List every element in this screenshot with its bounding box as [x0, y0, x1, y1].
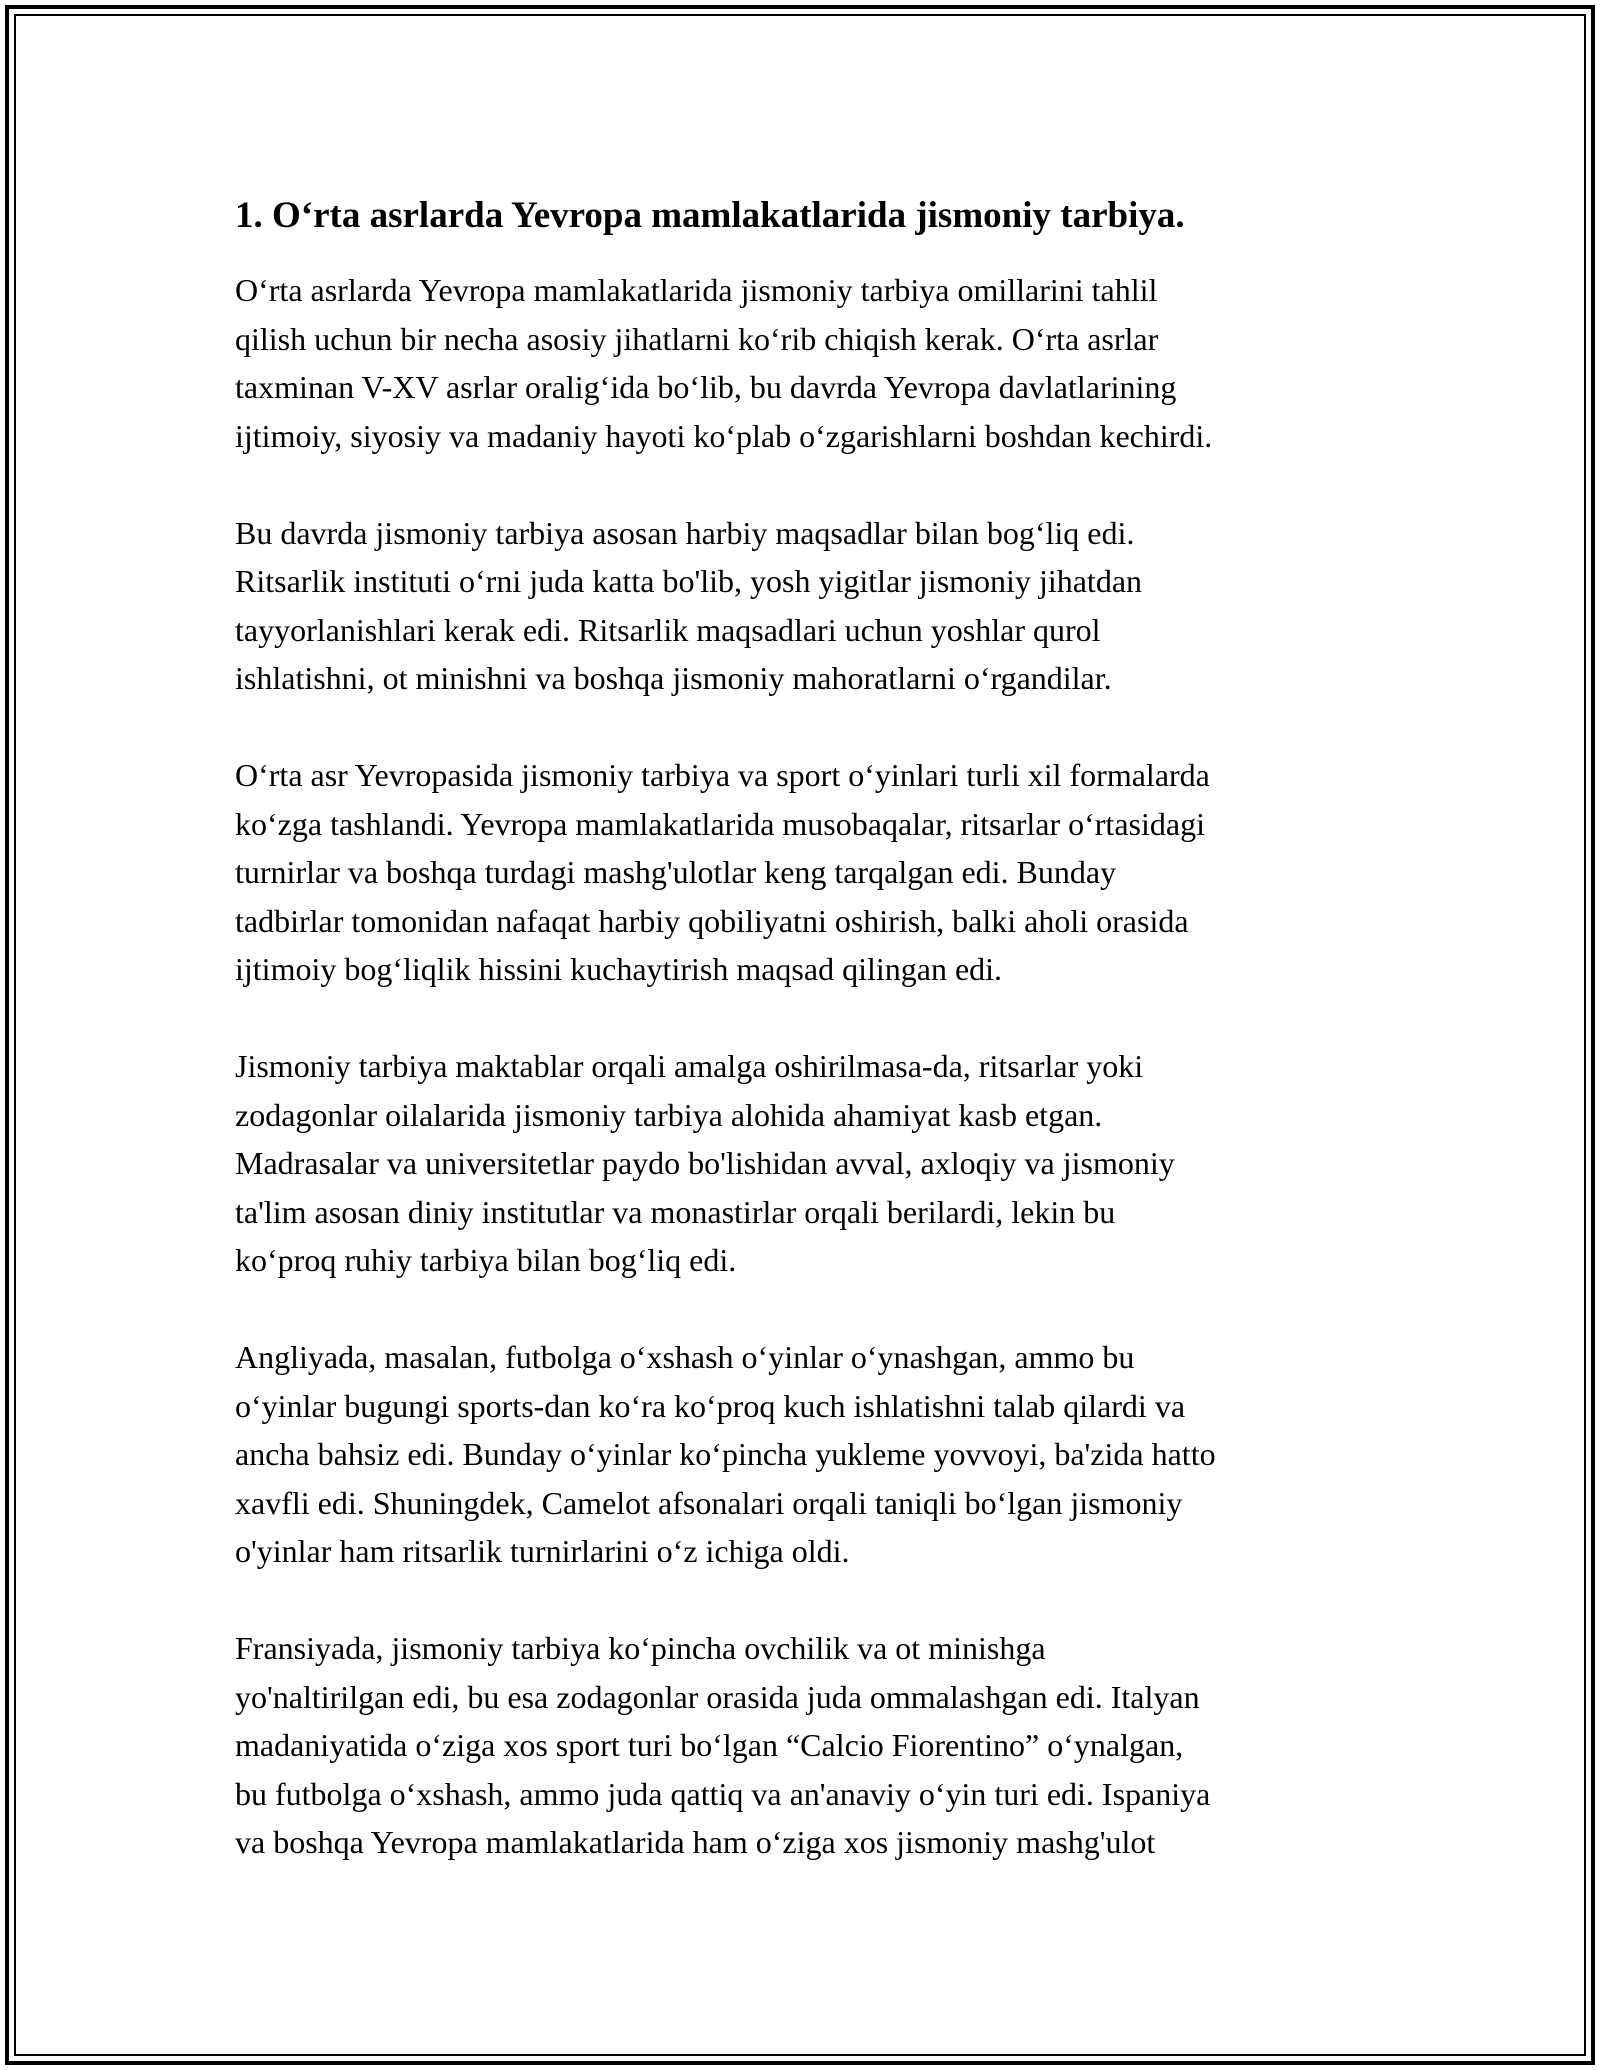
text-line: turnirlar va boshqa turdagi mashg'ulotlar keng tarqalgan edi. Bunday [235, 854, 1117, 890]
text-line: Bu davrda jismoniy tarbiya asosan harbiy maqsadlar bilan bog‘liq edi. [235, 514, 1135, 551]
text-line: tayyorlanishlari kerak edi. Ritsarlik maqsadlari uchun yoshlar qurol [235, 611, 1101, 648]
text-line: ko‘zga tashlandi. Yevropa mamlakatlarida musobaqalar, ritsarlar o‘rtasidagi [235, 805, 1205, 842]
paragraph-1 [235, 266, 1375, 460]
text-line: xavfli edi. Shuningdek, Camelot afsonalari orqali taniqli bo‘lgan jismoniy [235, 1484, 1183, 1521]
text-line: ta'lim asosan diniy institutlar va monastirlar orqali berilardi, lekin bu [235, 1193, 1116, 1230]
text-line: madaniyatida o‘ziga xos sport turi bo‘lgan “Calcio Fiorentino” o‘ynalgan, [235, 1727, 1184, 1763]
text-line: Ritsarlik instituti o‘rni juda katta bo'lib, yosh yigitlar jismoniy jihatdan [235, 563, 1143, 599]
text-line: va boshqa Yevropa mamlakatlarida ham o‘ziga xos jismoniy mashg'ulot [235, 1824, 1156, 1860]
text-line: qilish uchun bir necha asosiy jihatlarni ko‘rib chiqish kerak. O‘rta asrlar [235, 320, 1159, 357]
paragraph-5 [235, 1333, 1375, 1576]
paragraph-4 [235, 1042, 1375, 1285]
text-line: tadbirlar tomonidan nafaqat harbiy qobiliyatni oshirish, balki aholi orasida [235, 902, 1189, 939]
text-line: ijtimoiy, siyosiy va madaniy hayoti ko‘plab o‘zgarishlarni boshdan kechirdi. [235, 417, 1213, 454]
paragraph-2 [235, 509, 1375, 703]
text-line: taxminan V-XV asrlar oralig‘ida bo‘lib, bu davrda Yevropa davlatlarining [235, 369, 1177, 405]
text-line: Fransiyada, jismoniy tarbiya ko‘pincha ovchilik va ot minishga [235, 1630, 1046, 1666]
text-line: bu futbolga o‘xshash, ammo juda qattiq va an'anaviy o‘yin turi edi. Ispaniya [235, 1775, 1211, 1812]
text-line: Jismoniy tarbiya maktablar orqali amalga oshirilmasa-da, ritsarlar yoki [235, 1048, 1144, 1084]
text-line: Madrasalar va universitetlar paydo bo'lishidan avval, axloqiy va jismoniy [235, 1145, 1175, 1181]
text-line: ishlatishni, ot minishni va boshqa jismoniy mahoratlarni o‘rgandilar. [235, 660, 1112, 696]
text-line: yo'naltirilgan edi, bu esa zodagonlar orasida juda ommalashgan edi. Italyan [235, 1678, 1200, 1715]
text-line: ancha bahsiz edi. Bunday o‘yinlar ko‘pincha yukleme yovvoyi, ba'zida hatto [235, 1436, 1216, 1472]
text-line: o'yinlar ham ritsarlik turnirlarini o‘z ichiga oldi. [235, 1533, 850, 1569]
section-heading: 1. O‘rta asrlarda Yevropa mamlakatlarida jismoniy tarbiya. [235, 195, 1185, 236]
text-line: O‘rta asrlarda Yevropa mamlakatlarida jismoniy tarbiya omillarini tahlil [235, 272, 1158, 308]
paragraph-6 [235, 1624, 1375, 1867]
text-line: ijtimoiy bog‘liqlik hissini kuchaytirish maqsad qilingan edi. [235, 951, 1003, 987]
text-line: zodagonlar oilalarida jismoniy tarbiya alohida ahamiyat kasb etgan. [235, 1096, 1103, 1133]
text-line: Angliyada, masalan, futbolga o‘xshash o‘yinlar o‘ynashgan, ammo bu [235, 1339, 1135, 1375]
paragraph-3 [235, 751, 1375, 994]
text-line: o‘yinlar bugungi sports-dan ko‘ra ko‘proq kuch ishlatishni talab qilardi va [235, 1387, 1186, 1424]
text-line: ko‘proq ruhiy tarbiya bilan bog‘liq edi. [235, 1242, 737, 1278]
text-line: O‘rta asr Yevropasida jismoniy tarbiya va sport o‘yinlari turli xil formalarda [235, 757, 1210, 793]
document-content [235, 188, 1375, 1915]
